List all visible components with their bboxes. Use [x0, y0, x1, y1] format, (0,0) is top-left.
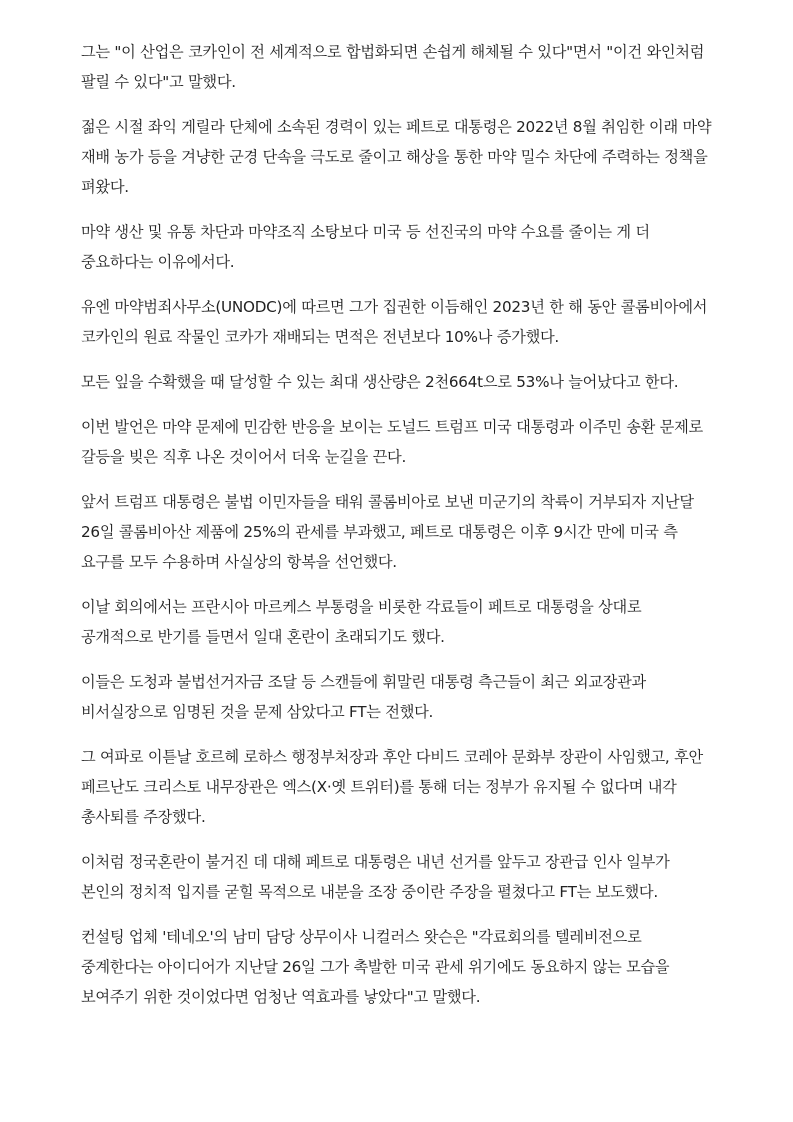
article-paragraph: 유엔 마약범죄사무소(UNODC)에 따르면 그가 집권한 이듬해인 2023년 한 해 동안 콜롬비아에서 코카인의 원료 작물인 코카가 재배되는 면적은 전년보다 10%나 증가했다.	[81, 298, 708, 346]
article-paragraph: 젊은 시절 좌익 게릴라 단체에 소속된 경력이 있는 페트로 대통령은 2022년 8월 취임한 이래 마약 재배 농가 등을 겨냥한 군경 단속을 극도로 줄이고 해상을 통한 마약 밀수 차단에 주력하는 정책을 펴왔다.	[81, 118, 712, 196]
article-body	[81, 37, 715, 1027]
article-paragraph: 앞서 트럼프 대통령은 불법 이민자들을 태워 콜롬비아로 보낸 미군기의 착륙이 거부되자 지난달 26일 콜롬비아산 제품에 25%의 관세를 부과했고, 페트로 대통령은 이후 9시간 만에 미국 측 요구를 모두 수용하며 사실상의 항복을 선언했다.	[81, 493, 694, 571]
article-paragraph: 이들은 도청과 불법선거자금 조달 등 스캔들에 휘말린 대통령 측근들이 최근 외교장관과 비서실장으로 임명된 것을 문제 삼았다고 FT는 전했다.	[81, 673, 646, 721]
article-paragraph: 이처럼 정국혼란이 불거진 데 대해 페트로 대통령은 내년 선거를 앞두고 장관급 인사 일부가 본인의 정치적 입지를 굳힐 목적으로 내분을 조장 중이란 주장을 펼쳤다고 FT는 보도했다.	[81, 853, 670, 901]
article-paragraph: 컨설팅 업체 '테네오'의 남미 담당 상무이사 니컬러스 왓슨은 "각료회의를 텔레비전으로 중계한다는 아이디어가 지난달 26일 그가 촉발한 미국 관세 위기에도 동요하지 않는 모습을 보여주기 위한 것이었다면 엄청난 역효과를 낳았다"고 말했다.	[81, 928, 670, 1006]
article-paragraph: 그는 "이 산업은 코카인이 전 세계적으로 합법화되면 손쉽게 해체될 수 있다"면서 "이건 와인처럼 팔릴 수 있다"고 말했다.	[81, 43, 705, 91]
article-paragraph: 이날 회의에서는 프란시아 마르케스 부통령을 비롯한 각료들이 페트로 대통령을 상대로 공개적으로 반기를 들면서 일대 혼란이 초래되기도 했다.	[81, 598, 642, 646]
article-paragraph: 이번 발언은 마약 문제에 민감한 반응을 보이는 도널드 트럼프 미국 대통령과 이주민 송환 문제로 갈등을 빚은 직후 나온 것이어서 더욱 눈길을 끈다.	[81, 418, 703, 466]
article-paragraph: 모든 잎을 수확했을 때 달성할 수 있는 최대 생산량은 2천664t으로 53%나 늘어났다고 한다.	[81, 373, 679, 391]
article-paragraph: 그 여파로 이튿날 호르헤 로하스 행정부처장과 후안 다비드 코레아 문화부 장관이 사임했고, 후안 페르난도 크리스토 내무장관은 엑스(X·옛 트위터)를 통해 더는 정부가 유지될 수 없다며 내각 총사퇴를 주장했다.	[81, 748, 703, 826]
article-paragraph: 마약 생산 및 유통 차단과 마약조직 소탕보다 미국 등 선진국의 마약 수요를 줄이는 게 더 중요하다는 이유에서다.	[81, 223, 650, 271]
